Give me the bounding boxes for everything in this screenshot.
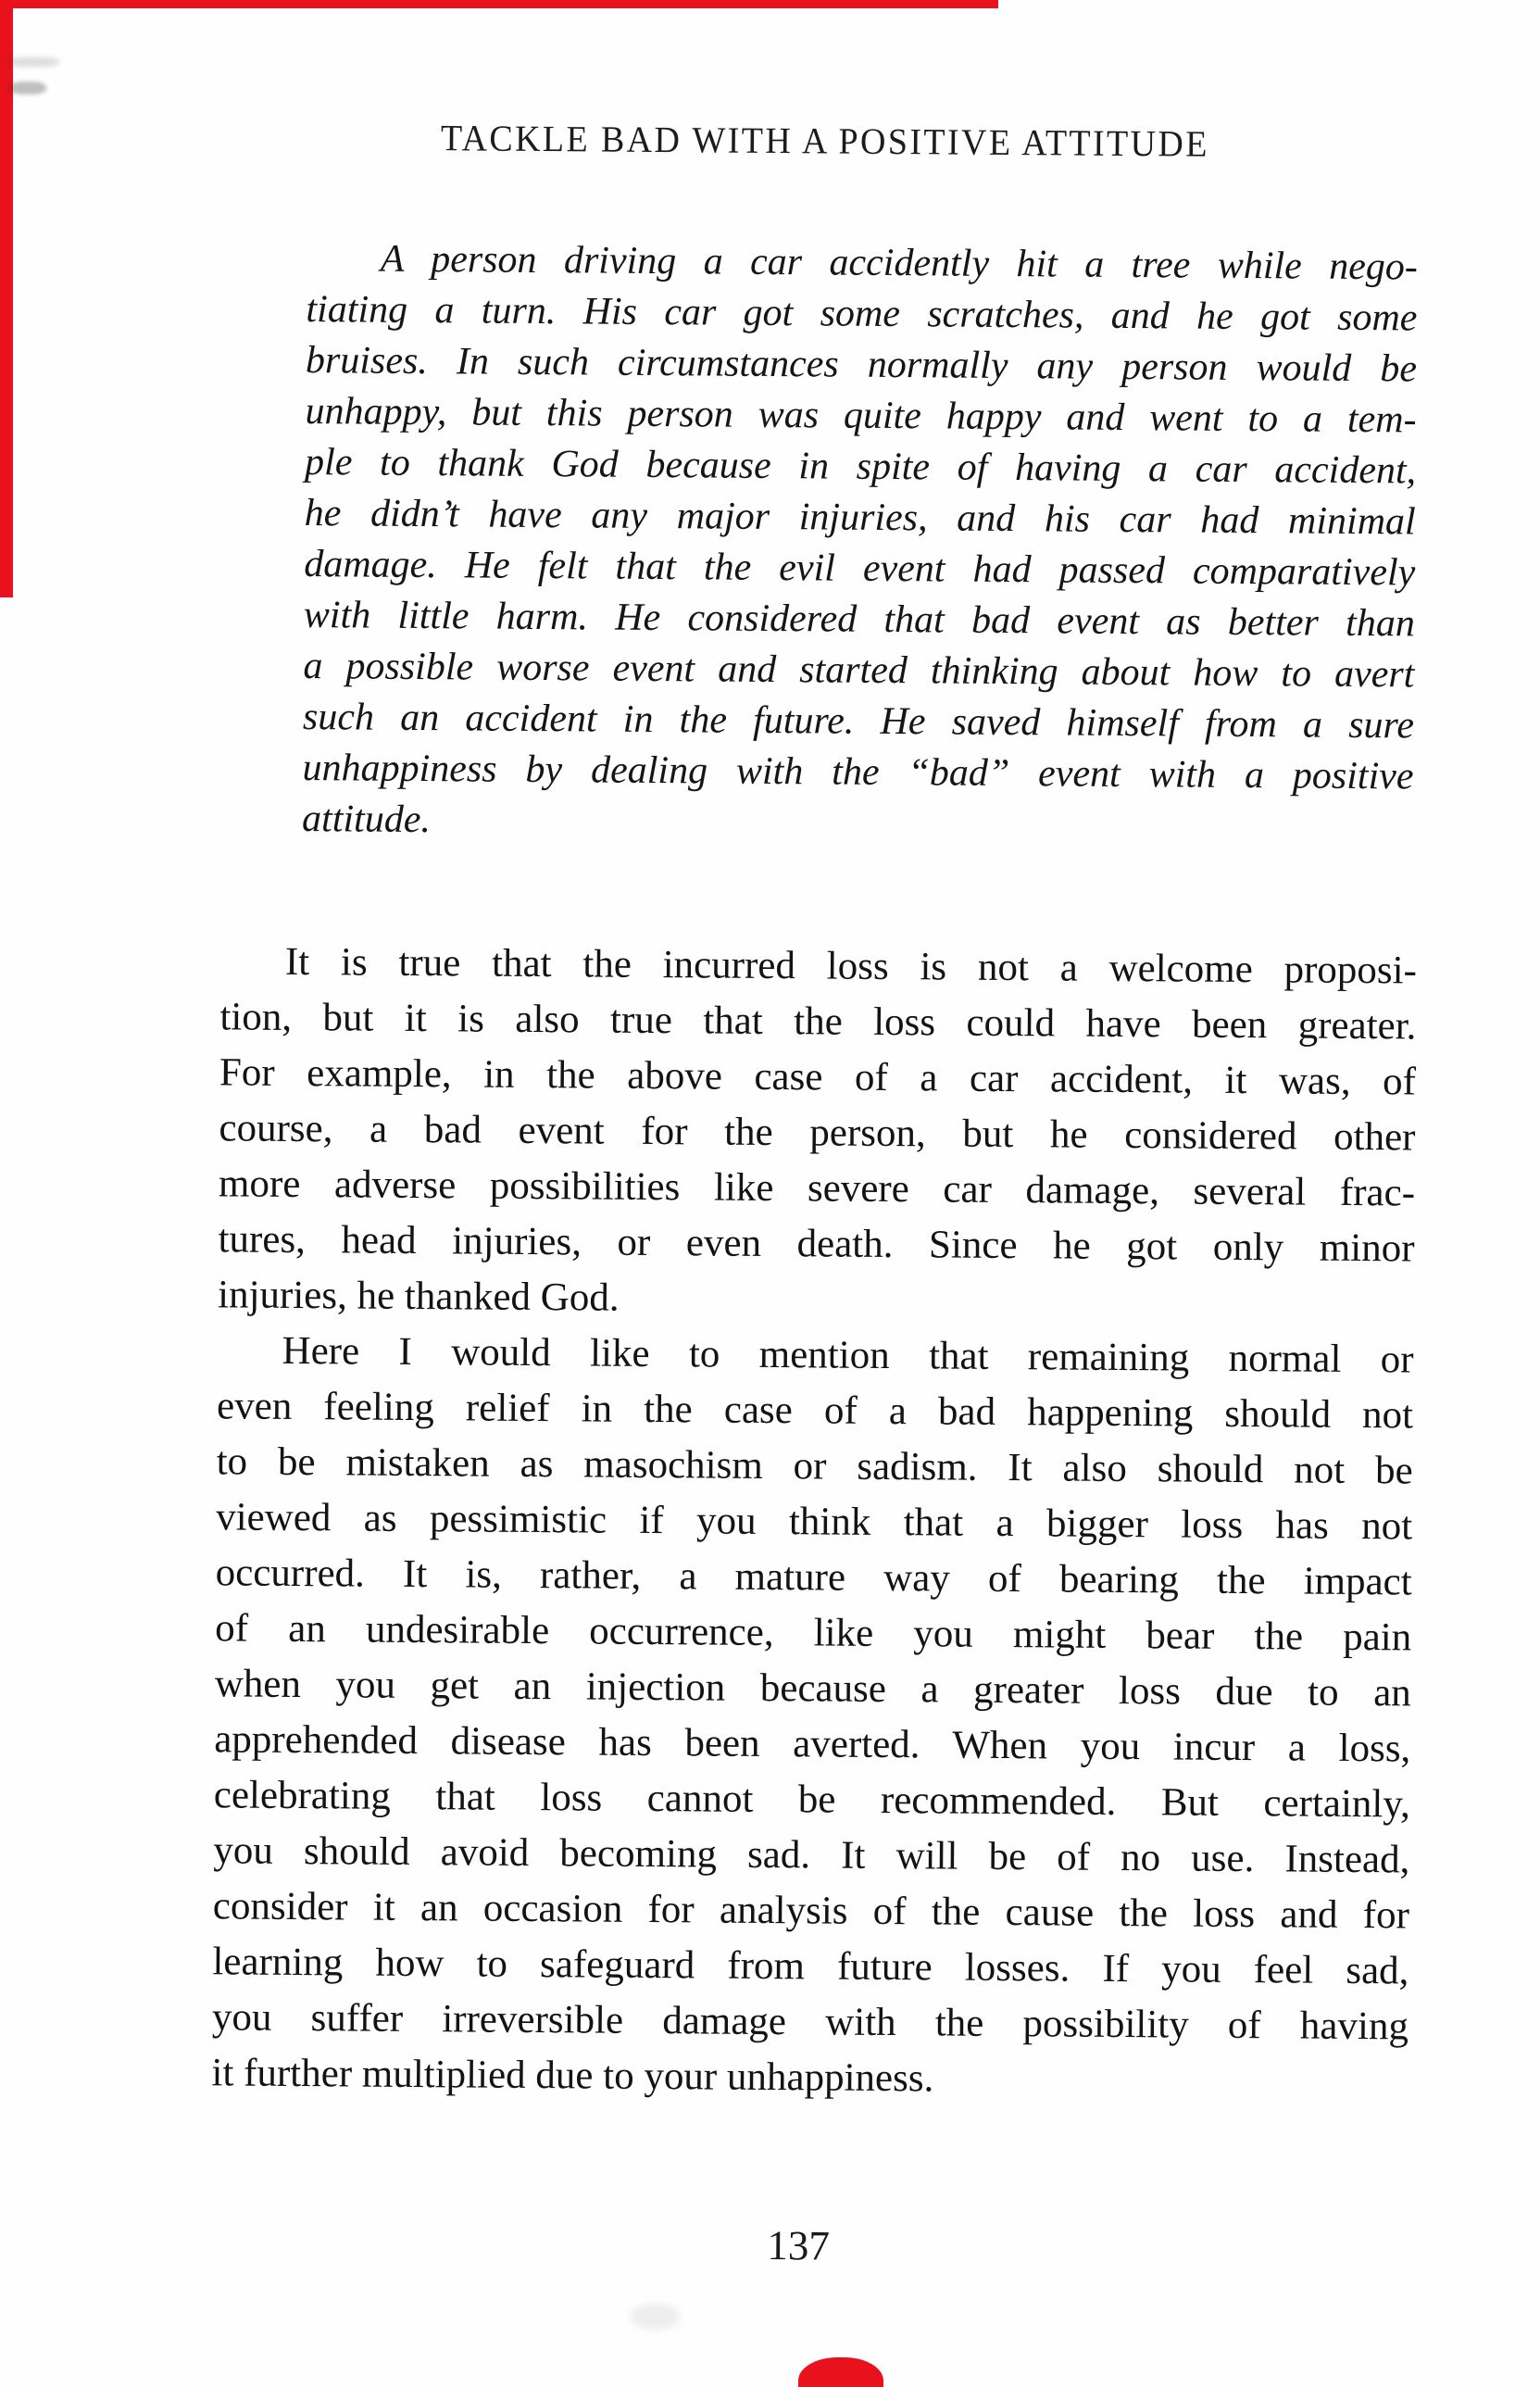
scan-smudge — [7, 57, 59, 67]
body-line: more adverse possibilities like severe car damage, several frac- — [218, 1162, 1416, 1215]
body-line: you suffer irreversible damage with the possibility of having — [211, 1995, 1409, 2049]
body-line: celebrating that loss cannot be recommended. But certainly, — [213, 1773, 1411, 1827]
quote-line: unhappy, but this person was quite happy and went to a tem- — [305, 390, 1417, 442]
body-line: learning how to safeguard from future losses. If you feel sad, — [212, 1940, 1409, 1993]
body-line: you should avoid becoming sad. It will be of no use. Instead, — [213, 1828, 1410, 1882]
body-line: tion, but it is also true that the loss could have been greater. — [219, 995, 1417, 1049]
body-line: viewed as pessimistic if you think that a bigger loss has not — [216, 1495, 1413, 1549]
quote-line: bruises. In such circumstances normally any person would be — [305, 339, 1418, 391]
quote-line: tiating a turn. His car got some scratches, and he got some — [306, 288, 1418, 340]
scan-smudge — [630, 2304, 680, 2330]
body-line: course, a bad event for the person, but he considered other — [219, 1106, 1416, 1160]
running-header: TACKLE BAD WITH A POSITIVE ATTITUDE — [440, 117, 1209, 165]
body-line: Here I would like to mention that remaining normal or — [282, 1328, 1414, 1382]
body-text — [211, 934, 1417, 2110]
page-number: 137 — [767, 2222, 831, 2269]
body-line: tures, head injuries, or even death. Since he got only minor — [218, 1217, 1415, 1271]
quote-line: attitude. — [301, 798, 432, 842]
quote-line: a possible worse event and started thinking about how to avert — [303, 645, 1415, 697]
body-line: even feeling relief in the case of a bad happening should not — [216, 1384, 1414, 1438]
quote-line: with little harm. He considered that bad event as better than — [303, 594, 1416, 646]
quote-line: such an accident in the future. He saved himself from a sure — [302, 696, 1415, 748]
scan-artifact-top-edge — [0, 0, 998, 8]
body-line: injuries, he thanked God. — [217, 1273, 620, 1320]
body-line: apprehended disease has been averted. When you incur a loss, — [214, 1717, 1411, 1771]
quote-line: ple to thank God because in spite of having a car accident, — [304, 441, 1417, 493]
quote-line: unhappiness by dealing with the “bad” event with a positive — [302, 747, 1414, 798]
quote-line: A person driving a car accidently hit a tree while nego- — [380, 237, 1419, 289]
scan-smudge — [9, 82, 46, 94]
body-line: of an undesirable occurrence, like you might bear the pain — [215, 1606, 1412, 1660]
body-line: to be mistaken as masochism or sadism. It also should not be — [216, 1439, 1413, 1493]
body-line: occurred. It is, rather, a mature way of bearing the impact — [215, 1551, 1412, 1604]
body-line: consider it an occasion for analysis of the cause the loss and for — [212, 1884, 1410, 1938]
body-line: when you get an injection because a greater loss due to an — [214, 1662, 1411, 1715]
body-line: For example, in the above case of a car accident, it was, of — [219, 1050, 1417, 1104]
body-line: It is true that the incurred loss is not a welcome proposi- — [284, 939, 1418, 993]
quote-line: he didn’t have any major injuries, and his car had minimal — [304, 492, 1416, 544]
body-line: it further multiplied due to your unhappiness. — [211, 2051, 934, 2101]
quote-line: damage. He felt that the evil event had passed comparatively — [304, 543, 1416, 595]
block-quote — [302, 233, 1418, 853]
